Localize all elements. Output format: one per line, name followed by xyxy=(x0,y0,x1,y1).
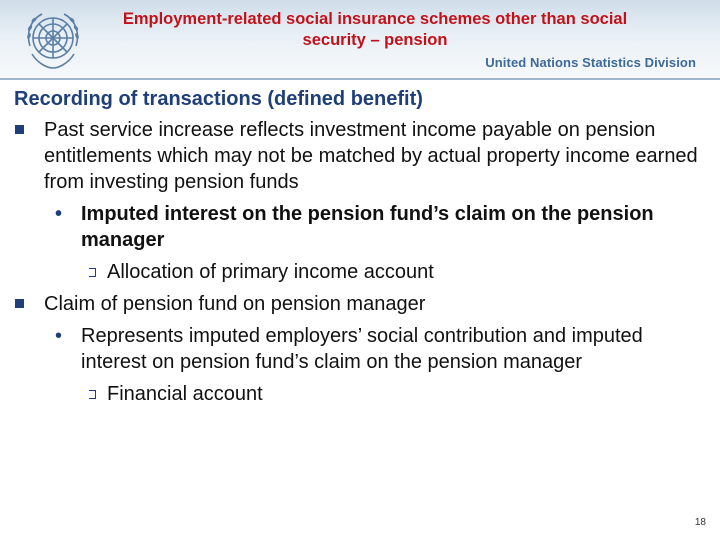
dot-bullet-icon: • xyxy=(55,203,63,225)
bullet-level3 xyxy=(14,259,704,285)
bullet-level3 xyxy=(14,381,704,407)
square-bullet-icon xyxy=(15,125,24,134)
bracket-bullet-icon xyxy=(89,390,96,399)
slide-header xyxy=(0,0,720,80)
page-number: 18 xyxy=(694,517,706,528)
slide-title: Employment-related social insurance schemes other than social security – pension xyxy=(122,10,628,49)
bullet-level2 xyxy=(14,201,704,253)
bullet-text: Past service increase reflects investment income payable on pension entitlements which may not be matched by actual property income earned from investing pension funds xyxy=(44,119,698,193)
bullet-level1 xyxy=(14,291,704,317)
dot-bullet-icon: • xyxy=(55,325,63,347)
bullet-level2 xyxy=(14,323,704,375)
bullet-level1 xyxy=(14,117,704,195)
un-emblem-icon xyxy=(18,6,88,74)
bullet-text: Represents imputed employers’ social contribution and imputed interest on pension fund’s claim on the pension manager xyxy=(81,325,643,373)
organization-name: United Nations Statistics Division xyxy=(485,55,696,70)
bullet-text: Imputed interest on the pension fund’s claim on the pension manager xyxy=(81,203,654,251)
square-bullet-icon xyxy=(15,299,24,308)
section-heading: Recording of transactions (defined benefit) xyxy=(14,88,423,110)
bullet-text: Financial account xyxy=(107,383,263,405)
bracket-bullet-icon xyxy=(89,268,96,277)
bullet-text: Allocation of primary income account xyxy=(107,261,434,283)
slide-body xyxy=(14,86,704,413)
header-divider xyxy=(0,78,720,80)
bullet-text: Claim of pension fund on pension manager xyxy=(44,293,426,315)
